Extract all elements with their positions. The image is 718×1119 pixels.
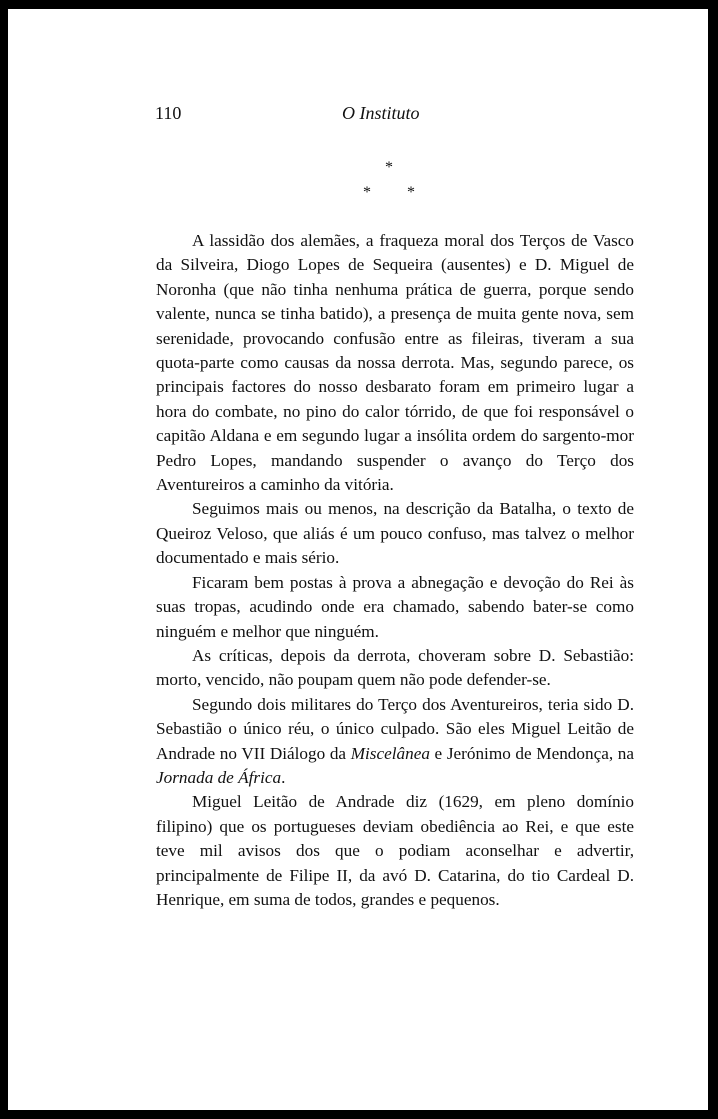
paragraph-3: Ficaram bem postas à prova a abnegação e devoção do Rei às suas tropas, acudindo onde era chamado, sabendo bater-se como ninguém e melhor que ninguém. bbox=[156, 572, 634, 641]
paragraph-5-text-before: Segundo dois militares do Terço dos Aventureiros, teria sido D. Sebastião o único réu, o único culpado. São eles Miguel Leitão de Andrade no VII Diálogo da bbox=[156, 694, 634, 763]
asterism-top-star: * bbox=[385, 159, 393, 176]
running-title: O Instituto bbox=[342, 103, 420, 123]
page-number: 110 bbox=[155, 103, 182, 123]
paragraph-2: Seguimos mais ou menos, na descrição da Batalha, o texto de Queiroz Veloso, que aliás é um pouco confuso, mas talvez o melhor documentado e mais sério. bbox=[156, 499, 634, 568]
title-miscelanea: Miscelânea bbox=[350, 743, 430, 763]
paragraph-5-text-after: . bbox=[281, 767, 286, 787]
running-header bbox=[8, 103, 708, 127]
paragraph-5-text-middle: e Jerónimo de Mendonça, na bbox=[429, 743, 634, 763]
paragraph-4: As críticas, depois da derrota, choveram sobre D. Sebastião: morto, vencido, não poupam quem não pode defender-se. bbox=[156, 645, 634, 690]
title-jornada-de-africa: Jornada de África bbox=[156, 767, 282, 787]
asterism-right-star: * bbox=[407, 184, 415, 201]
paragraph-1: A lassidão dos alemães, a fraqueza moral dos Terços de Vasco da Silveira, Diogo Lopes de Sequeira (ausentes) e D. Miguel de Noronha (que não tinha nenhuma prática de guerra, porque sendo valente, nunca se tinha batido), a presença de muita gente nova, sem serenidade, provocando confusão entre as fileiras, tiveram a sua quota-parte como causas da nossa derrota. Mas, segundo parece, os principais factores do nosso desbarato foram em primeiro lugar a hora do combate, no pino do calor tórrido, de que foi responsável o capitão Aldana e em segundo lugar a insólita ordem do sargento-mor Pedro Lopes, mandando suspender o avanço do Terço dos Aventureiros a caminho da vitória. bbox=[156, 231, 634, 495]
paragraph-6: Miguel Leitão de Andrade diz (1629, em pleno domínio filipino) que os portugueses deviam obediência ao Rei, e que este teve mil avisos dos que o podiam aconselhar e advertir, principalmente de Filipe II, da avó D. Catarina, do tio Cardeal D. Henrique, em suma de todos, grandes e pequenos. bbox=[156, 792, 634, 909]
page-sheet bbox=[8, 9, 708, 1110]
paragraph-5 bbox=[156, 693, 634, 791]
asterism-left-star: * bbox=[363, 184, 371, 201]
body-text bbox=[156, 229, 634, 912]
